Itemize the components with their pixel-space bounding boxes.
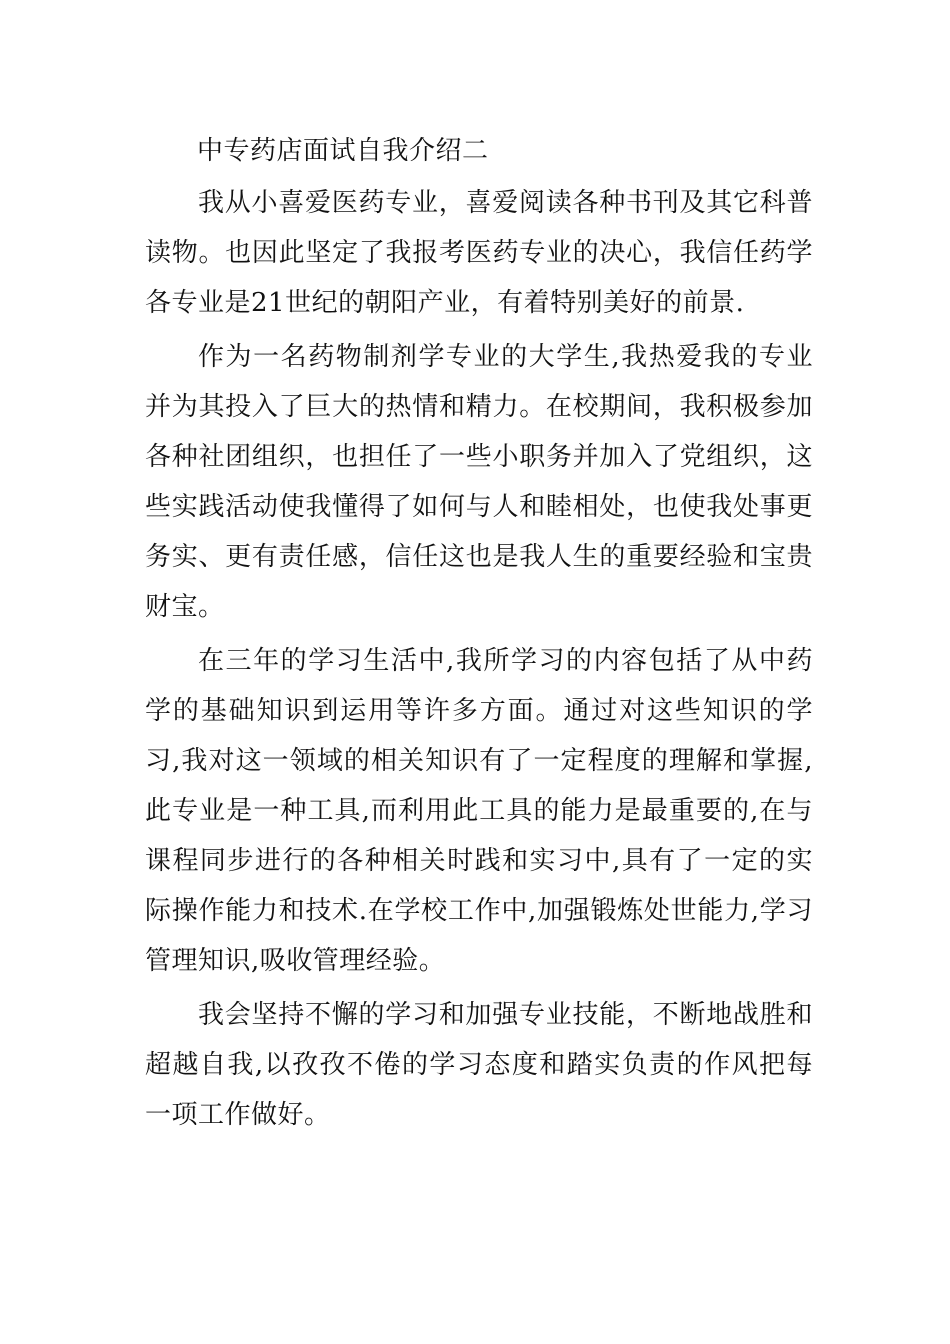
paragraph-1: 我从小喜爱医药专业，喜爱阅读各种书刊及其它科普读物。也因此坚定了我报考医药专业的决心，我信任药学各专业是21世纪的朝阳产业，有着特别美好的前景. bbox=[145, 188, 813, 318]
paragraph-3: 在三年的学习生活中,我所学习的内容包括了从中药学的基础知识到运用等许多方面。通过对这些知识的学习,我对这一领域的相关知识有了一定程度的理解和掌握,此专业是一种工具,而利用此工具的能力是最重要的,在与课程同步进行的各种相关时践和实习中,具有了一定的实际操作能力和技术.在学校工作中,加强锻炼处世能力,学习管理知识,吸收管理经验。 bbox=[145, 646, 813, 976]
document-body bbox=[145, 128, 813, 1144]
paragraph-2: 作为一名药物制剂学专业的大学生,我热爱我的专业并为其投入了巨大的热情和精力。在校期间，我积极参加各种社团组织，也担任了一些小职务并加入了党组织，这些实践活动使我懂得了如何与人和睦相处，也使我处事更务实、更有责任感，信任这也是我人生的重要经验和宝贵财宝。 bbox=[145, 342, 813, 622]
paragraph-4: 我会坚持不懈的学习和加强专业技能，不断地战胜和超越自我,以孜孜不倦的学习态度和踏实负责的作风把每一项工作做好。 bbox=[145, 1000, 813, 1130]
document-title: 中专药店面试自我介绍二 bbox=[197, 136, 489, 166]
